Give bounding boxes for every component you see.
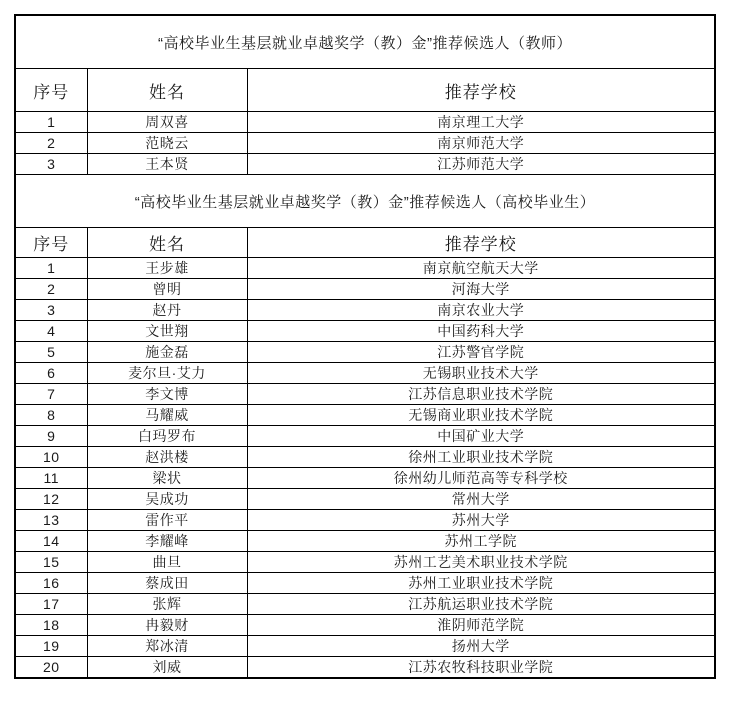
table-row (15, 258, 715, 279)
cell-school: 无锡商业职业技术学院 (247, 405, 715, 426)
cell-name: 王本贤 (87, 154, 247, 175)
cell-name: 雷作平 (87, 510, 247, 531)
table-row (15, 321, 715, 342)
cell-number: 11 (15, 468, 87, 489)
table-row (15, 154, 715, 175)
table-row (15, 552, 715, 573)
cell-school: 江苏航运职业技术学院 (247, 594, 715, 615)
cell-name: 张辉 (87, 594, 247, 615)
cell-school: 河海大学 (247, 279, 715, 300)
cell-number: 1 (15, 258, 87, 279)
cell-number: 9 (15, 426, 87, 447)
cell-name: 马耀威 (87, 405, 247, 426)
cell-name: 曾明 (87, 279, 247, 300)
cell-school: 常州大学 (247, 489, 715, 510)
table-row (15, 300, 715, 321)
table-body (15, 15, 715, 678)
cell-school: 中国矿业大学 (247, 426, 715, 447)
cell-name: 赵洪楼 (87, 447, 247, 468)
column-header: 姓名 (87, 228, 247, 258)
cell-number: 3 (15, 300, 87, 321)
cell-school: 南京理工大学 (247, 112, 715, 133)
cell-number: 3 (15, 154, 87, 175)
table-row (15, 573, 715, 594)
column-header: 推荐学校 (247, 228, 715, 258)
cell-number: 2 (15, 133, 87, 154)
section-title-row (15, 175, 715, 228)
cell-name: 吴成功 (87, 489, 247, 510)
table-row (15, 594, 715, 615)
cell-number: 5 (15, 342, 87, 363)
cell-number: 6 (15, 363, 87, 384)
cell-school: 中国药科大学 (247, 321, 715, 342)
cell-number: 15 (15, 552, 87, 573)
column-header: 序号 (15, 228, 87, 258)
cell-name: 白玛罗布 (87, 426, 247, 447)
table-row (15, 447, 715, 468)
cell-school: 苏州工业职业技术学院 (247, 573, 715, 594)
column-header-row (15, 228, 715, 258)
cell-school: 南京师范大学 (247, 133, 715, 154)
cell-school: 江苏信息职业技术学院 (247, 384, 715, 405)
column-header-row (15, 69, 715, 112)
cell-number: 14 (15, 531, 87, 552)
cell-name: 赵丹 (87, 300, 247, 321)
table-row (15, 342, 715, 363)
cell-name: 王步雄 (87, 258, 247, 279)
table-row (15, 489, 715, 510)
cell-school: 徐州工业职业技术学院 (247, 447, 715, 468)
cell-number: 7 (15, 384, 87, 405)
cell-school: 徐州幼儿师范高等专科学校 (247, 468, 715, 489)
cell-name: 周双喜 (87, 112, 247, 133)
section-title-row (15, 15, 715, 69)
section-title: “高校毕业生基层就业卓越奖学（教）金”推荐候选人（教师） (15, 15, 715, 69)
cell-school: 淮阴师范学院 (247, 615, 715, 636)
table-row (15, 426, 715, 447)
cell-number: 1 (15, 112, 87, 133)
table-row (15, 468, 715, 489)
cell-number: 8 (15, 405, 87, 426)
table-row (15, 279, 715, 300)
column-header: 姓名 (87, 69, 247, 112)
table-row (15, 615, 715, 636)
cell-number: 19 (15, 636, 87, 657)
cell-name: 李文博 (87, 384, 247, 405)
cell-number: 16 (15, 573, 87, 594)
table-row (15, 510, 715, 531)
cell-school: 江苏警官学院 (247, 342, 715, 363)
table-row (15, 112, 715, 133)
cell-school: 南京农业大学 (247, 300, 715, 321)
table-row (15, 363, 715, 384)
table-row (15, 657, 715, 679)
section-title: “高校毕业生基层就业卓越奖学（教）金”推荐候选人（高校毕业生） (15, 175, 715, 228)
cell-name: 郑冰清 (87, 636, 247, 657)
cell-name: 范晓云 (87, 133, 247, 154)
table-row (15, 636, 715, 657)
cell-number: 12 (15, 489, 87, 510)
cell-school: 江苏师范大学 (247, 154, 715, 175)
cell-name: 施金磊 (87, 342, 247, 363)
cell-school: 江苏农牧科技职业学院 (247, 657, 715, 679)
cell-name: 麦尔旦·艾力 (87, 363, 247, 384)
cell-name: 蔡成田 (87, 573, 247, 594)
cell-number: 13 (15, 510, 87, 531)
table-row (15, 133, 715, 154)
cell-number: 17 (15, 594, 87, 615)
cell-school: 苏州工艺美术职业技术学院 (247, 552, 715, 573)
cell-name: 李耀峰 (87, 531, 247, 552)
cell-school: 扬州大学 (247, 636, 715, 657)
cell-school: 南京航空航天大学 (247, 258, 715, 279)
cell-name: 刘威 (87, 657, 247, 679)
cell-number: 10 (15, 447, 87, 468)
cell-name: 冉毅财 (87, 615, 247, 636)
column-header: 推荐学校 (247, 69, 715, 112)
cell-name: 曲旦 (87, 552, 247, 573)
cell-number: 18 (15, 615, 87, 636)
column-header: 序号 (15, 69, 87, 112)
cell-school: 无锡职业技术大学 (247, 363, 715, 384)
cell-school: 苏州工学院 (247, 531, 715, 552)
cell-name: 文世翔 (87, 321, 247, 342)
table-row (15, 531, 715, 552)
cell-name: 梁状 (87, 468, 247, 489)
table-row (15, 405, 715, 426)
table-row (15, 384, 715, 405)
cell-school: 苏州大学 (247, 510, 715, 531)
candidates-table (14, 14, 716, 679)
cell-number: 4 (15, 321, 87, 342)
cell-number: 20 (15, 657, 87, 679)
cell-number: 2 (15, 279, 87, 300)
